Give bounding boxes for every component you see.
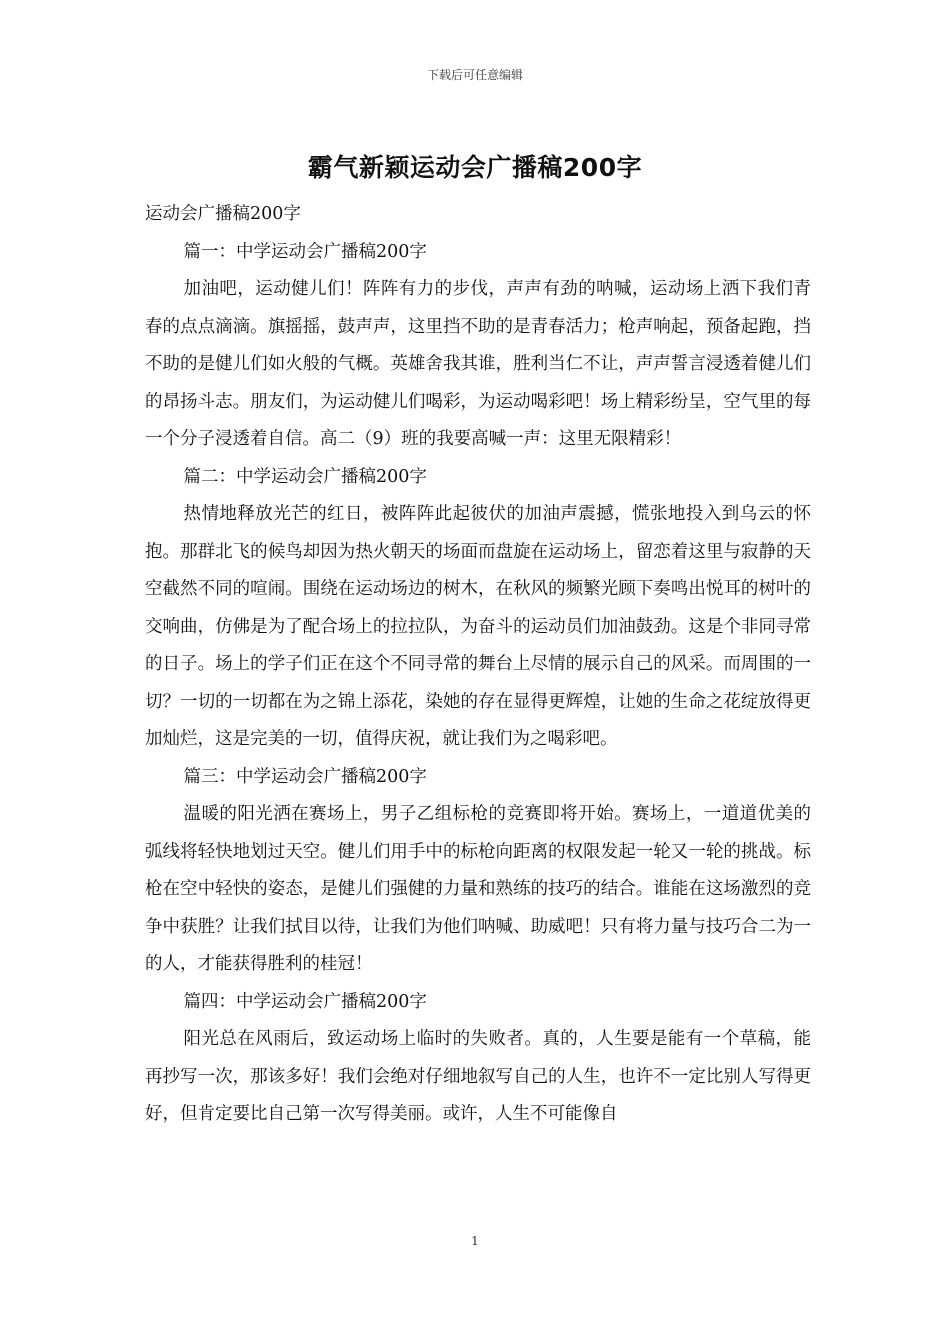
document-title: 霸气新颖运动会广播稿200字	[307, 153, 643, 182]
document-subtitle: 运动会广播稿200字	[145, 204, 301, 224]
section-paragraph: 热情地释放光芒的红日，被阵阵此起彼伏的加油声震撼，慌张地投入到乌云的怀抱。那群北飞的候鸟却因为热火朝天的场面而盘旋在运动场上，留恋着这里与寂静的天空截然不同的喧闹。围绕在运动场边的树木，在秋风的频繁光顾下奏鸣出悦耳的树叶的交响曲，仿佛是为了配合场上的拉拉队，为奋斗的运动员们加油鼓劲。这是个非同寻常的日子。场上的学子们正在这个不同寻常的舞台上尽情的展示自己的风采。而周围的一切？一切的一切都在为之锦上添花，染她的存在显得更辉煌，让她的生命之花绽放得更加灿烂，这是完美的一切，值得庆祝，就让我们为之喝彩吧。	[145, 504, 811, 749]
page-header-note: 下载后可任意编辑	[426, 68, 523, 82]
document-body	[145, 196, 811, 1134]
section-paragraph: 加油吧，运动健儿们！阵阵有力的步伐，声声有劲的呐喊，运动场上洒下我们青春的点点滴滴。旗摇摇，鼓声声，这里挡不助的是青春活力；枪声响起，预备起跑，挡不助的是健儿们如火般的气概。英雄舍我其谁，胜利当仁不让，声声誓言浸透着健儿们的昂扬斗志。朋友们，为运动健儿们喝彩，为运动喝彩吧！场上精彩纷呈，空气里的每一个分子浸透着自信。高二（9）班的我要高喊一声：这里无限精彩！	[145, 279, 811, 449]
page-number: 1	[471, 1234, 479, 1248]
section-paragraph: 阳光总在风雨后，致运动场上临时的失败者。真的，人生要是能有一个草稿，能再抄写一次，那该多好！我们会绝对仔细地叙写自己的人生，也许不一定比别人写得更好，但肯定要比自己第一次写得美丽。或许，人生不可能像自	[145, 1029, 811, 1124]
section-paragraph: 温暖的阳光洒在赛场上，男子乙组标枪的竞赛即将开始。赛场上，一道道优美的弧线将轻快地划过天空。健儿们用手中的标枪向距离的权限发起一轮又一轮的挑战。标枪在空中轻快的姿态，是健儿们强健的力量和熟练的技巧的结合。谁能在这场激烈的竞争中获胜？让我们拭目以待，让我们为他们呐喊、助威吧！只有将力量与技巧合二为一的人，才能获得胜利的桂冠！	[145, 804, 811, 974]
section-heading: 篇三：中学运动会广播稿200字	[183, 766, 427, 787]
section-heading: 篇二：中学运动会广播稿200字	[183, 466, 427, 487]
section-heading: 篇四：中学运动会广播稿200字	[183, 991, 427, 1012]
section-heading: 篇一：中学运动会广播稿200字	[183, 241, 427, 262]
